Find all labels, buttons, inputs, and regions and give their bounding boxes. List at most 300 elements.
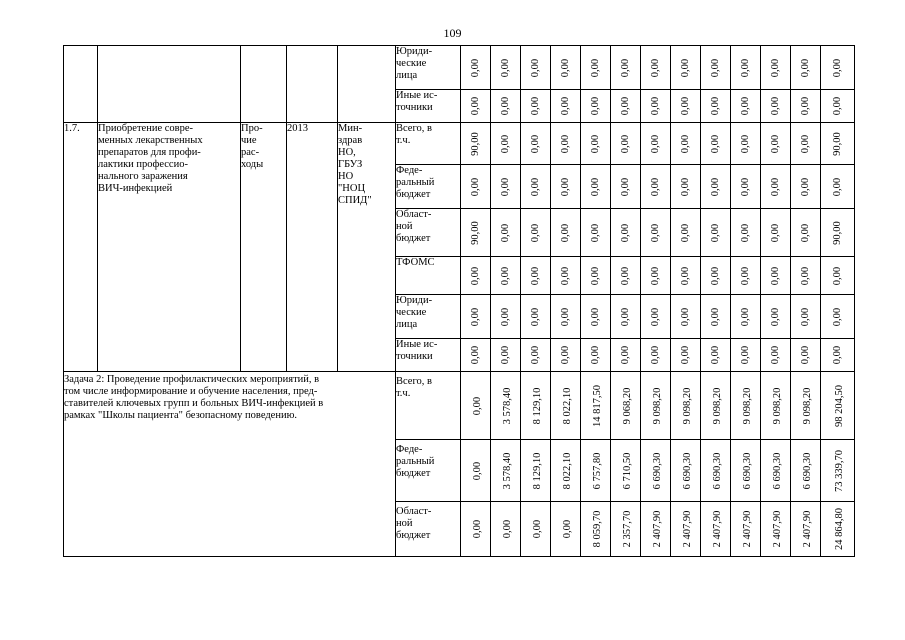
value-text: 8 022,10 <box>561 452 573 489</box>
value-text: 0,00 <box>831 345 843 365</box>
value-cell <box>761 339 791 372</box>
value-text: 9 098,20 <box>771 387 783 424</box>
value-cell <box>821 372 855 440</box>
value-text: 2 407,90 <box>681 510 693 548</box>
value-text: 0,00 <box>739 134 751 153</box>
value-cell <box>491 123 521 165</box>
value-text: 3 578,40 <box>501 387 513 424</box>
value-text: 0,00 <box>799 177 811 196</box>
value-cell <box>521 123 551 165</box>
source-cell: Феде- ральный бюджет <box>396 440 461 502</box>
value-cell <box>491 440 521 502</box>
value-cell <box>641 339 671 372</box>
value-cell <box>581 123 611 165</box>
value-text: 0,00 <box>499 96 511 116</box>
value-cell <box>581 90 611 123</box>
value-text: 0,00 <box>739 307 751 326</box>
value-cell <box>641 123 671 165</box>
value-text: 0,00 <box>799 345 811 365</box>
value-cell <box>671 339 701 372</box>
value-cell <box>611 257 641 295</box>
value-text: 0,00 <box>529 134 541 153</box>
value-cell <box>491 46 521 90</box>
value-cell <box>731 209 761 257</box>
value-text: 0,00 <box>559 177 571 196</box>
value-text: 0,00 <box>499 134 511 153</box>
value-cell <box>641 46 671 90</box>
value-text: 0,00 <box>559 223 571 242</box>
value-text: 0,00 <box>559 307 571 326</box>
value-text: 0,00 <box>799 223 811 242</box>
continued-year-cell <box>287 46 338 123</box>
item-expense-type: Про- чие рас- ходы <box>241 123 287 372</box>
value-cell <box>731 90 761 123</box>
value-text: 6 690,30 <box>771 452 783 489</box>
value-text: 0,00 <box>831 177 843 196</box>
value-cell <box>791 165 821 209</box>
value-cell <box>641 257 671 295</box>
value-cell <box>701 440 731 502</box>
value-cell <box>611 372 641 440</box>
value-cell <box>551 372 581 440</box>
value-text: 0,00 <box>499 307 511 326</box>
value-cell <box>641 502 671 557</box>
value-text: 3 578,40 <box>501 452 513 489</box>
value-cell <box>521 295 551 339</box>
value-text: 98 204,50 <box>834 384 846 427</box>
value-text: 2 407,90 <box>711 510 723 548</box>
value-cell <box>791 502 821 557</box>
source-cell: Всего, в т.ч. <box>396 123 461 165</box>
value-text: 0,00 <box>529 177 541 196</box>
value-cell <box>461 165 491 209</box>
value-text: 0,00 <box>529 307 541 326</box>
value-text: 6 710,50 <box>621 452 633 489</box>
value-text: 2 357,70 <box>621 510 633 548</box>
value-text: 0,00 <box>709 96 721 116</box>
value-text: 9 098,20 <box>651 387 663 424</box>
value-text: 0,00 <box>739 223 751 242</box>
value-text: 90,00 <box>469 220 481 245</box>
value-text: 9 098,20 <box>801 387 813 424</box>
value-cell <box>491 502 521 557</box>
value-cell <box>731 165 761 209</box>
value-text: 8 129,10 <box>531 387 543 424</box>
value-cell <box>461 209 491 257</box>
value-text: 0,00 <box>709 134 721 153</box>
value-cell <box>581 46 611 90</box>
value-cell <box>491 257 521 295</box>
value-text: 0,00 <box>469 345 481 365</box>
value-text: 0,00 <box>739 58 751 77</box>
value-cell <box>521 502 551 557</box>
value-text: 0,00 <box>769 307 781 326</box>
value-text: 0,00 <box>649 345 661 365</box>
value-text: 0,00 <box>589 177 601 196</box>
value-cell <box>821 257 855 295</box>
value-text: 0,00 <box>709 266 721 285</box>
value-text: 0,00 <box>471 396 483 415</box>
value-cell <box>581 257 611 295</box>
value-cell <box>521 46 551 90</box>
value-text: 0,00 <box>559 345 571 365</box>
value-text: 0,00 <box>469 96 481 116</box>
table-row <box>64 123 855 165</box>
value-text: 6 690,30 <box>651 452 663 489</box>
value-text: 0,00 <box>709 58 721 77</box>
value-text: 8 022,10 <box>561 387 573 424</box>
value-cell <box>521 372 551 440</box>
value-text: 2 407,90 <box>801 510 813 548</box>
value-cell <box>791 339 821 372</box>
continued-num-cell <box>64 46 98 123</box>
value-cell <box>551 46 581 90</box>
task-title: Задача 2: Проведение профилактических мероприятий, в том числе информирование и обучение населения, пред- ставителей ключевых групп и больных ВИЧ-инфекцией в рамках "Школы пациента" безопасному поведению. <box>64 372 396 557</box>
value-cell <box>491 165 521 209</box>
value-cell <box>671 123 701 165</box>
value-text: 0,00 <box>679 345 691 365</box>
value-text: 0,00 <box>769 96 781 116</box>
source-cell: Област- ной бюджет <box>396 502 461 557</box>
value-text: 0,00 <box>619 58 631 77</box>
value-text: 0,00 <box>589 223 601 242</box>
value-text: 6 757,80 <box>591 452 603 489</box>
value-cell <box>791 440 821 502</box>
value-cell <box>461 90 491 123</box>
value-cell <box>791 123 821 165</box>
value-cell <box>761 123 791 165</box>
value-text: 0,00 <box>679 58 691 77</box>
value-cell <box>581 165 611 209</box>
value-text: 0,00 <box>531 519 543 539</box>
value-cell <box>551 165 581 209</box>
value-cell <box>731 123 761 165</box>
value-cell <box>551 295 581 339</box>
value-cell <box>791 90 821 123</box>
value-text: 0,00 <box>679 266 691 285</box>
value-text: 0,00 <box>649 134 661 153</box>
value-text: 0,00 <box>709 223 721 242</box>
value-text: 0,00 <box>679 307 691 326</box>
value-cell <box>821 209 855 257</box>
value-text: 0,00 <box>469 266 481 285</box>
value-cell <box>761 165 791 209</box>
value-cell <box>611 90 641 123</box>
value-cell <box>671 372 701 440</box>
value-text: 0,00 <box>799 96 811 116</box>
value-cell <box>521 90 551 123</box>
value-text: 0,00 <box>831 307 843 326</box>
value-text: 0,00 <box>559 96 571 116</box>
value-cell <box>521 339 551 372</box>
value-cell <box>491 339 521 372</box>
source-cell: Иные ис- точники <box>396 90 461 123</box>
value-cell <box>791 372 821 440</box>
value-text: 0,00 <box>799 307 811 326</box>
value-cell <box>641 440 671 502</box>
value-cell <box>461 46 491 90</box>
value-cell <box>611 209 641 257</box>
value-text: 0,00 <box>499 177 511 196</box>
value-text: 0,00 <box>529 223 541 242</box>
value-text: 0,00 <box>589 345 601 365</box>
value-cell <box>821 165 855 209</box>
item-name: Приобретение совре- менных лекарственных препаратов для профи- лактики профессио- нального заражения ВИЧ-инфекцией <box>98 123 241 372</box>
item-number: 1.7. <box>64 123 98 372</box>
value-text: 0,00 <box>559 134 571 153</box>
value-cell <box>641 295 671 339</box>
value-cell <box>701 502 731 557</box>
continued-type-cell <box>241 46 287 123</box>
value-cell <box>491 209 521 257</box>
value-cell <box>671 90 701 123</box>
value-cell <box>701 90 731 123</box>
value-text: 0,00 <box>649 177 661 196</box>
value-text: 0,00 <box>769 177 781 196</box>
value-text: 0,00 <box>619 134 631 153</box>
value-text: 0,00 <box>499 266 511 285</box>
value-text: 0,00 <box>679 134 691 153</box>
value-cell <box>761 502 791 557</box>
table-row <box>64 372 855 440</box>
value-cell <box>551 209 581 257</box>
source-cell: Феде- ральный бюджет <box>396 165 461 209</box>
value-text: 0,00 <box>769 134 781 153</box>
value-cell <box>671 257 701 295</box>
value-cell <box>671 165 701 209</box>
value-cell <box>641 90 671 123</box>
value-text: 0,00 <box>471 461 483 480</box>
value-cell <box>761 257 791 295</box>
value-text: 8 059,70 <box>591 510 603 548</box>
value-cell <box>821 123 855 165</box>
value-text: 0,00 <box>529 96 541 116</box>
value-cell <box>791 209 821 257</box>
value-text: 0,00 <box>739 266 751 285</box>
value-text: 0,00 <box>589 134 601 153</box>
value-text: 0,00 <box>769 266 781 285</box>
value-cell <box>701 372 731 440</box>
value-text: 24 864,80 <box>834 508 846 550</box>
value-text: 9 068,20 <box>621 387 633 424</box>
value-cell <box>641 165 671 209</box>
value-text: 0,00 <box>559 58 571 77</box>
value-text: 9 098,20 <box>741 387 753 424</box>
value-cell <box>641 209 671 257</box>
value-text: 0,00 <box>831 266 843 285</box>
value-cell <box>581 440 611 502</box>
value-text: 0,00 <box>499 345 511 365</box>
value-text: 0,00 <box>619 223 631 242</box>
value-text: 73 339,70 <box>834 449 846 492</box>
value-text: 0,00 <box>649 223 661 242</box>
value-cell <box>791 257 821 295</box>
value-cell <box>581 502 611 557</box>
value-cell <box>461 339 491 372</box>
value-text: 0,00 <box>469 58 481 77</box>
value-text: 9 098,20 <box>681 387 693 424</box>
value-cell <box>611 123 641 165</box>
value-cell <box>461 372 491 440</box>
value-text: 90,00 <box>469 131 481 156</box>
value-cell <box>791 46 821 90</box>
value-cell <box>821 295 855 339</box>
value-cell <box>581 372 611 440</box>
value-cell <box>761 90 791 123</box>
value-cell <box>701 339 731 372</box>
value-text: 0,00 <box>499 58 511 77</box>
value-cell <box>731 46 761 90</box>
value-text: 0,00 <box>709 177 721 196</box>
value-text: 0,00 <box>619 345 631 365</box>
value-text: 0,00 <box>471 519 483 539</box>
value-text: 0,00 <box>799 134 811 153</box>
value-cell <box>701 257 731 295</box>
value-text: 0,00 <box>559 266 571 285</box>
value-cell <box>461 502 491 557</box>
value-cell <box>731 440 761 502</box>
value-cell <box>461 440 491 502</box>
value-text: 0,00 <box>619 96 631 116</box>
value-text: 0,00 <box>561 519 573 539</box>
value-cell <box>761 46 791 90</box>
value-text: 14 817,50 <box>591 384 603 427</box>
value-cell <box>551 339 581 372</box>
item-year: 2013 <box>287 123 338 372</box>
value-cell <box>671 502 701 557</box>
value-cell <box>701 165 731 209</box>
value-cell <box>641 372 671 440</box>
value-cell <box>461 257 491 295</box>
value-text: 0,00 <box>589 96 601 116</box>
continued-name-cell <box>98 46 241 123</box>
value-cell <box>581 339 611 372</box>
value-text: 0,00 <box>529 58 541 77</box>
page-number: 109 <box>443 26 462 40</box>
value-cell <box>761 440 791 502</box>
value-cell <box>821 502 855 557</box>
value-text: 0,00 <box>769 223 781 242</box>
value-text: 6 690,30 <box>711 452 723 489</box>
value-text: 0,00 <box>649 266 661 285</box>
value-cell <box>731 372 761 440</box>
value-text: 2 407,90 <box>651 510 663 548</box>
table-row <box>64 46 855 90</box>
value-text: 0,00 <box>619 266 631 285</box>
value-cell <box>611 295 641 339</box>
value-cell <box>611 502 641 557</box>
budget-table <box>63 45 855 557</box>
value-cell <box>611 440 641 502</box>
value-cell <box>701 209 731 257</box>
value-text: 2 407,90 <box>771 510 783 548</box>
value-cell <box>491 295 521 339</box>
value-cell <box>731 502 761 557</box>
source-cell: ТФОМС <box>396 257 461 295</box>
value-text: 6 690,30 <box>681 452 693 489</box>
value-text: 0,00 <box>589 307 601 326</box>
value-cell <box>821 339 855 372</box>
value-text: 0,00 <box>739 177 751 196</box>
value-cell <box>671 46 701 90</box>
value-text: 0,00 <box>799 266 811 285</box>
value-cell <box>521 209 551 257</box>
value-cell <box>701 123 731 165</box>
value-cell <box>731 257 761 295</box>
source-cell: Всего, в т.ч. <box>396 372 461 440</box>
value-text: 0,00 <box>619 307 631 326</box>
value-text: 0,00 <box>679 223 691 242</box>
value-text: 0,00 <box>649 58 661 77</box>
value-text: 0,00 <box>589 58 601 77</box>
value-cell <box>581 209 611 257</box>
continued-executor-cell <box>338 46 396 123</box>
value-text: 0,00 <box>679 177 691 196</box>
value-cell <box>821 90 855 123</box>
value-text: 0,00 <box>769 58 781 77</box>
value-text: 0,00 <box>799 58 811 77</box>
value-text: 6 690,30 <box>741 452 753 489</box>
value-text: 90,00 <box>831 131 843 156</box>
value-cell <box>731 295 761 339</box>
value-cell <box>551 502 581 557</box>
value-cell <box>551 123 581 165</box>
source-cell: Област- ной бюджет <box>396 209 461 257</box>
value-text: 6 690,30 <box>801 452 813 489</box>
value-text: 0,00 <box>739 96 751 116</box>
value-text: 0,00 <box>619 177 631 196</box>
value-text: 8 129,10 <box>531 452 543 489</box>
value-cell <box>671 209 701 257</box>
value-cell <box>611 46 641 90</box>
value-text: 0,00 <box>679 96 691 116</box>
source-cell: Юриди- ческие лица <box>396 295 461 339</box>
item-executor: Мин- здрав НО, ГБУЗ НО "НОЦ СПИД" <box>338 123 396 372</box>
value-cell <box>671 295 701 339</box>
value-cell <box>551 440 581 502</box>
value-text: 0,00 <box>739 345 751 365</box>
value-text: 9 098,20 <box>711 387 723 424</box>
value-text: 0,00 <box>831 96 843 116</box>
value-text: 2 407,90 <box>741 510 753 548</box>
value-cell <box>701 46 731 90</box>
value-cell <box>731 339 761 372</box>
value-cell <box>491 90 521 123</box>
source-cell: Иные ис- точники <box>396 339 461 372</box>
value-text: 0,00 <box>501 519 513 539</box>
value-cell <box>671 440 701 502</box>
value-text: 0,00 <box>529 345 541 365</box>
value-cell <box>551 257 581 295</box>
value-cell <box>821 440 855 502</box>
value-cell <box>761 372 791 440</box>
value-cell <box>461 123 491 165</box>
value-cell <box>551 90 581 123</box>
value-cell <box>581 295 611 339</box>
value-cell <box>611 339 641 372</box>
value-cell <box>521 440 551 502</box>
value-text: 0,00 <box>649 307 661 326</box>
value-text: 0,00 <box>709 307 721 326</box>
value-cell <box>701 295 731 339</box>
value-text: 0,00 <box>649 96 661 116</box>
value-cell <box>461 295 491 339</box>
value-cell <box>611 165 641 209</box>
value-text: 0,00 <box>529 266 541 285</box>
value-cell <box>491 372 521 440</box>
value-text: 0,00 <box>589 266 601 285</box>
source-cell: Юриди- ческие лица <box>396 46 461 90</box>
